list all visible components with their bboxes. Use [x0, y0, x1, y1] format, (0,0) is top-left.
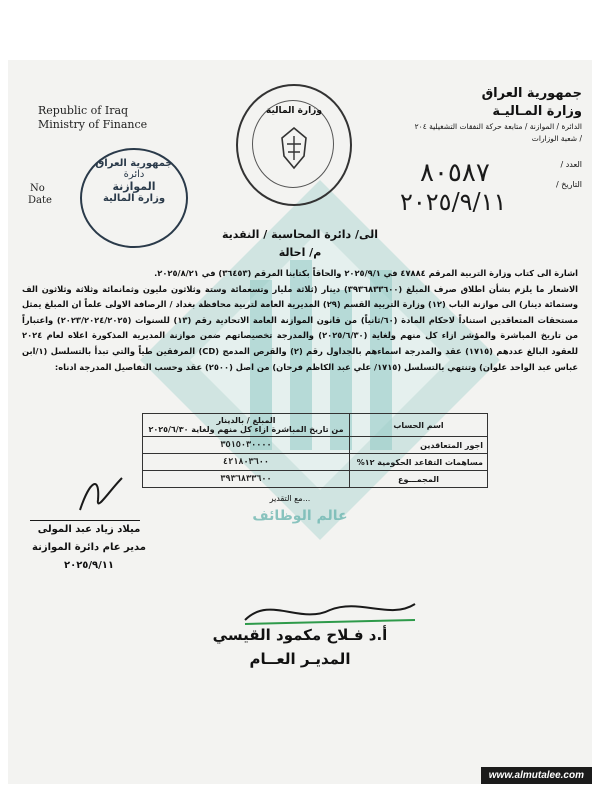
- account-cell: مساهمات التقاعد الحكومية ١٢%: [350, 454, 488, 471]
- account-cell: اجور المتعاقدين: [350, 437, 488, 454]
- header-no-label: No: [30, 183, 45, 194]
- header-ministry-ar: وزارة المـاليـة: [492, 104, 582, 119]
- table-row: [143, 471, 488, 488]
- left-signer-title: مدير عام دائرة الموازنة: [32, 542, 146, 553]
- seal-emblem-icon: [276, 126, 312, 170]
- budget-department-stamp: [80, 148, 188, 248]
- amount-header-title: المبلغ / بالدينار: [216, 416, 276, 425]
- header-number-label: العدد /: [560, 160, 582, 169]
- letter-body: [22, 266, 578, 375]
- seal-text: وزارة المالية: [266, 106, 322, 116]
- amount-cell: ٤٢١٨٠٣٦٠٠: [143, 454, 350, 471]
- amount-header-subtitle: من تاريخ المباشرة ازاء كل منهم ولغاية ٢٠٢٥/٦/٣٠: [148, 425, 344, 434]
- ministry-seal: [236, 84, 352, 206]
- main-signer-name: أ.د فـلاح مكمود القيسي: [212, 626, 388, 644]
- header-date-label: Date: [28, 195, 52, 206]
- handwritten-date: ٢٠٢٥/٩/١١: [400, 188, 507, 216]
- table-row: [143, 454, 488, 471]
- closing-line: ...مع التقدير: [269, 494, 311, 503]
- header-country-en: Republic of Iraq: [38, 104, 129, 117]
- letter-subject: م/ احالة: [278, 246, 322, 259]
- stamp-line: وزارة المالية: [102, 193, 166, 204]
- header-ministry-en: Ministry of Finance: [38, 118, 148, 131]
- main-signer-title: المديـر العــام: [249, 650, 351, 668]
- table-row: [143, 437, 488, 454]
- left-signature: [70, 470, 130, 520]
- site-url: www.almutalee.com: [481, 767, 592, 784]
- amount-cell: ٣٥١٥٠٣٠٠٠٠: [143, 437, 350, 454]
- amount-cell: ٣٩٣٦٨٣٣٦٠٠: [143, 471, 350, 488]
- column-header-account: اسم الحساب: [350, 414, 488, 437]
- left-signer-name: ميلاد زياد عبد المولى: [37, 524, 141, 535]
- stamp-line: جمهورية العراق: [95, 158, 173, 169]
- letter-recipient: الى/ دائرة المحاسبة / النقدية: [221, 228, 379, 241]
- letter-paragraph: اشارة الى كتاب وزارة التربية المرقم ٤٧٨٨٤ في ٢٠٢٥/٩/١ والحاقاً بكتابنا المرقم (٣٦٤٥٣) في ٢٠٢٥/٨/٢١.: [154, 268, 578, 278]
- table-header-row: [143, 414, 488, 437]
- header-section: / شعبة الوزارات: [531, 134, 582, 143]
- letter-paragraph: الاشعار ما يلزم بشأن اطلاق صرف المبلغ (٣٩٣٦٨٣٣٦٠٠) دينار (ثلاثة مليار وتسعمائة وستة وثلاثون مليون وثمانمائة وثلاثة وثلاثون الف وستمائة دينار) الى موازنة الباب (١٢) وزارة التربية القسم (٢٩) المديرية العامة لتربية محافظة بغداد / الرصافة الاولى علماً ان المبلغ يمثل مستحقات المتعاقدين استناداً لاحكام المادة (٦٠/ثانياً) من قانون الموازنة العامة الاتحادية رقم (١٣) للسنوات (٢٠٢٣/٢٠٢٤/٢٠٢٥) واعتباراً من تاريخ المباشرة والمؤشر ازاء كل منهم ولغاية (٢٠٢٥/٦/٣٠) والمدرجة تخصيصاتهم ضمن موازنة المديرية المذكورة اعلاه لعام ٢٠٢٤ للعقود البالغ عددهم (١٧١٥) عقد والمدرجة اسماءهم بالجداول رقم (٢) والقرص المدمج (CD) المرفقين طياً والتي تبدأ بالتسلسل (١/ابن عباس عبد الواحد علوان) وتنتهي بالتسلسل (١٧١٥/ علي عبد الكاظم فرحان) من اصل (٢٥٠٠) عقد وحسب التفاصيل المدرجة ادناه:: [22, 283, 579, 372]
- header-country-ar: جمهورية العراق: [481, 86, 582, 101]
- signature-line: [30, 520, 140, 521]
- handwritten-number: ٨٠٥٨٧: [420, 158, 490, 188]
- column-header-amount: [143, 414, 350, 437]
- header-department: الدائرة / الموازنة / متابعة حركة النفقات التشغيلية ٢٠٤: [414, 122, 582, 131]
- header-date-label-ar: التاريخ /: [555, 180, 582, 189]
- left-signer-date: ٢٠٢٥/٩/١١: [63, 560, 115, 571]
- main-signature: [240, 590, 420, 630]
- stamp-line: الموازنة: [112, 180, 156, 193]
- watermark-label: عالم الوظائف: [252, 508, 348, 524]
- stamp-line: دائرة: [123, 169, 145, 180]
- amounts-table: [142, 413, 488, 488]
- account-cell: المجمـــوع: [350, 471, 488, 488]
